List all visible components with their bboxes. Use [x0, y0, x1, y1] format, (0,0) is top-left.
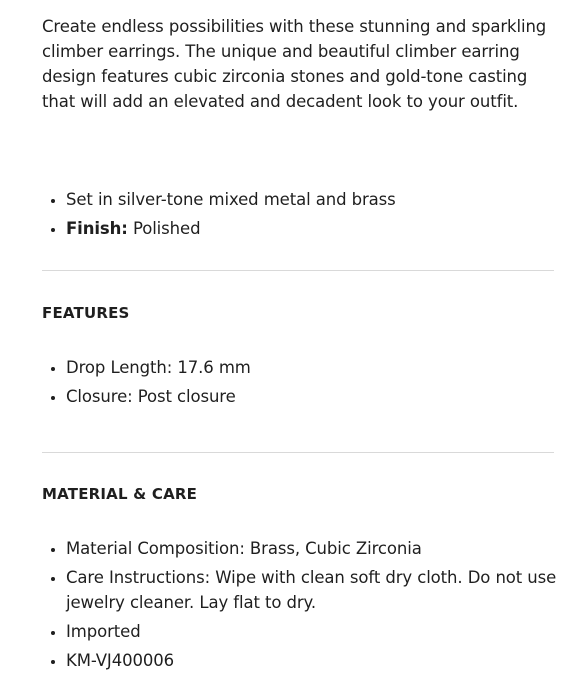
finish-label: Finish:: [66, 219, 128, 238]
care-instructions: Care Instructions: Wipe with clean soft dry cloth. Do not use jewelry cleaner. Lay flat to dry.: [66, 568, 557, 612]
features-heading: FEATURES: [42, 304, 130, 322]
features-list: [42, 355, 566, 413]
feature-closure: Closure: Post closure: [66, 387, 236, 406]
list-item: [66, 384, 566, 409]
section-divider: [42, 270, 554, 271]
list-item: [66, 187, 566, 212]
list-item: [66, 619, 566, 644]
feature-drop-length: Drop Length: 17.6 mm: [66, 358, 251, 377]
section-divider: [42, 452, 554, 453]
list-item: [66, 565, 566, 615]
list-item: [66, 536, 566, 561]
finish-value: Polished: [127, 219, 201, 238]
material-care-list: [42, 536, 566, 677]
details-list: [42, 187, 566, 245]
origin-imported: Imported: [66, 622, 141, 641]
list-item: [66, 355, 566, 380]
material-composition: Material Composition: Brass, Cubic Zirconia: [66, 539, 422, 558]
product-description: Create endless possibilities with these stunning and sparkling climber earrings. The unique and beautiful climber earring design features cubic zirconia stones and gold-tone casting that will add an elevated and decadent look to your outfit.: [42, 17, 547, 111]
material-care-heading: MATERIAL & CARE: [42, 485, 198, 503]
list-item: [66, 648, 566, 673]
product-sku: KM-VJ400006: [66, 651, 175, 670]
detail-metal-text: Set in silver-tone mixed metal and brass: [66, 190, 396, 209]
list-item: [66, 216, 566, 241]
